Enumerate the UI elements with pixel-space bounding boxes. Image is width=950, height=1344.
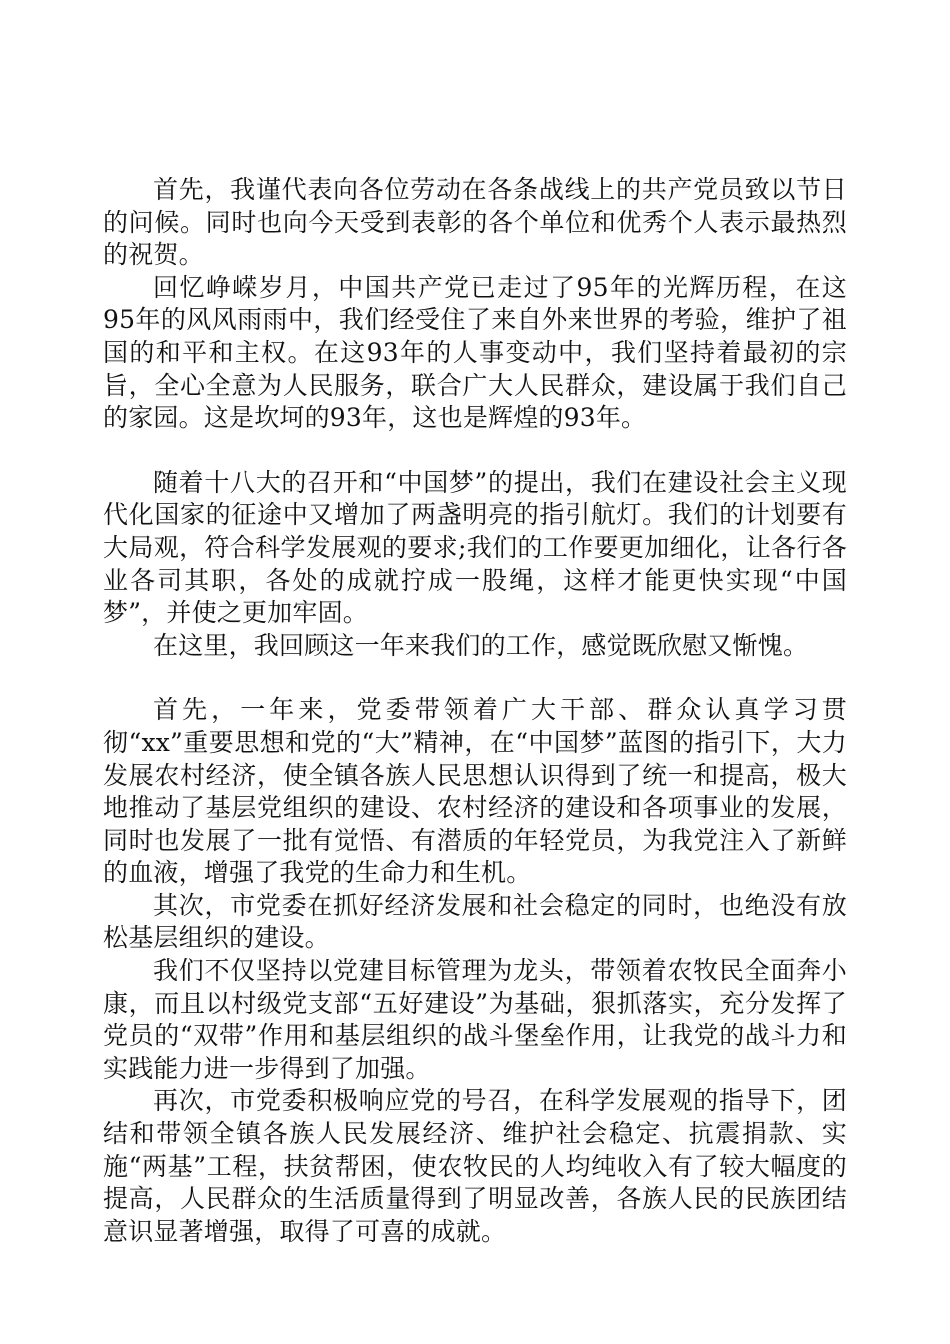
paragraph-party-building: 我们不仅坚持以党建目标管理为龙头，带领着农牧民全面奔小康，而且以村级党支部“五好建设”为基础，狠抓落实，充分发挥了党员的“双带”作用和基层组织的战斗堡垒作用，让我党的战斗力和实践能力进一步得到了加强。 (103, 956, 847, 1083)
paragraph-china-dream: 随着十八大的召开和“中国梦”的提出，我们在建设社会主义现代化国家的征途中又增加了两盏明亮的指引航灯。我们的计划要有大局观，符合科学发展观的要求;我们的工作要更加细化，让各行各业各司其职，各处的成就拧成一股绳，这样才能更快实现“中国梦”，并使之更加牢固。 (103, 467, 847, 628)
paragraph-second-achievement: 其次，市党委在抓好经济发展和社会稳定的同时，也绝没有放松基层组织的建设。 (103, 890, 847, 953)
paragraph-review: 在这里，我回顾这一年来我们的工作，感觉既欣慰又惭愧。 (153, 630, 809, 660)
paragraph-third-achievement: 再次，市党委积极响应党的号召，在科学发展观的指导下，团结和带领全镇各族人民发展经济、维护社会稳定、抗震捐款、实施“两基”工程，扶贫帮困，使农牧民的人均纯收入有了较大幅度的提高，人民群众的生活质量得到了明显改善，各族人民的民族团结意识显著增强，取得了可喜的成就。 (103, 1086, 847, 1246)
document-body (103, 174, 847, 1248)
paragraph-first-achievement: 首先，一年来，党委带领着广大干部、群众认真学习贯彻“xx”重要思想和党的“大”精神，在“中国梦”蓝图的指引下，大力发展农村经济，使全镇各族人民思想认识得到了统一和提高，极大地推动了基层党组织的建设、农村经济的建设和各项事业的发展，同时也发展了一批有觉悟、有潜质的年轻党员，为我党注入了新鲜的血液，增强了我党的生命力和生机。 (103, 695, 847, 888)
paragraph-greeting: 首先，我谨代表向各位劳动在各条战线上的共产党员致以节日的问候。同时也向今天受到表彰的各个单位和优秀个人表示最热烈的祝贺。 (103, 175, 847, 270)
paragraph-history: 回忆峥嵘岁月，中国共产党已走过了95年的光辉历程，在这95年的风风雨雨中，我们经受住了来自外来世界的考验，维护了祖国的和平和主权。在这93年的人事变动中，我们坚持着最初的宗旨，全心全意为人民服务，联合广大人民群众，建设属于我们自己的家园。这是坎坷的93年，这也是辉煌的93年。 (103, 272, 847, 433)
